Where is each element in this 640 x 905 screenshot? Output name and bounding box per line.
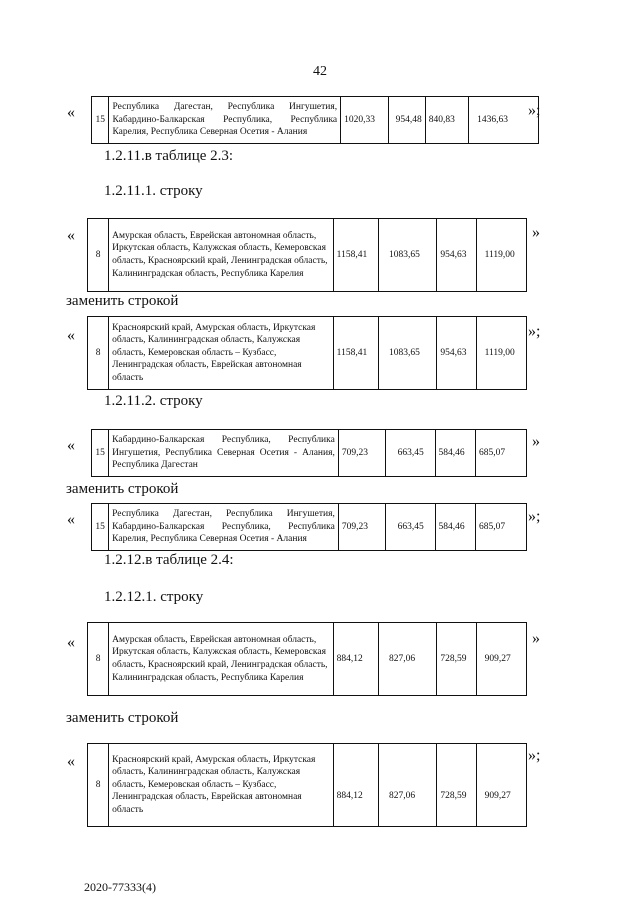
table-row — [91, 503, 527, 551]
open-quote: « — [67, 104, 75, 121]
value-cell: 584,46 — [435, 430, 476, 477]
value-cell: 1158,41 — [333, 317, 378, 390]
value-cell: 884,12 — [333, 623, 378, 696]
row-number: 15 — [92, 97, 109, 144]
open-quote: « — [67, 634, 75, 651]
region-list: Красноярский край, Амурская область, Иркутская область, Калининградская область, Калужская область, Кемеровская область – Кузбасс, Ленинградская область, Еврейская автономная область — [109, 317, 334, 390]
value-cell: 1158,41 — [333, 219, 378, 292]
region-list: Республика Дагестан, Республика Ингушетия, Кабардино-Балкарская Республика, Республика Карелия, Республика Северная Осетия - Алания — [109, 97, 341, 144]
region-list: Красноярский край, Амурская область, Иркутская область, Калининградская область, Калужская область, Кемеровская область – Кузбасс, Ленинградская область, Еврейская автономная область — [109, 744, 334, 827]
close-quote: » — [532, 433, 540, 450]
region-list: Амурская область, Еврейская автономная область, Иркутская область, Калужская область, Кемеровская область, Красноярский край, Ленинградская область, Калининградская область, Республика Карелия — [109, 623, 334, 696]
value-cell: 1020,33 — [341, 97, 389, 144]
table-row — [91, 429, 527, 477]
document-footer: 2020-77333(4) — [84, 880, 156, 894]
row-number: 8 — [88, 623, 109, 696]
section-heading: 1.2.12.1. строку — [104, 589, 204, 605]
replace-label: заменить строкой — [66, 481, 179, 497]
value-cell: 1083,65 — [378, 219, 436, 292]
section-heading: 1.2.11.1. строку — [104, 183, 203, 199]
row-number: 15 — [92, 504, 109, 551]
value-cell: 1436,63 — [469, 97, 539, 144]
replace-label: заменить строкой — [66, 293, 179, 309]
value-cell: 663,45 — [385, 430, 435, 477]
close-quote: »; — [528, 747, 541, 764]
table-row — [87, 743, 527, 827]
value-cell: 954,63 — [437, 317, 476, 390]
close-quote: » — [532, 630, 540, 647]
value-cell: 827,06 — [378, 623, 436, 696]
open-quote: « — [67, 511, 75, 528]
row-number: 8 — [88, 744, 109, 827]
value-cell: 685,07 — [476, 430, 527, 477]
value-cell: 954,48 — [388, 97, 425, 144]
value-cell: 840,83 — [425, 97, 468, 144]
value-cell: 709,23 — [338, 504, 385, 551]
replace-label: заменить строкой — [66, 710, 179, 726]
section-heading: 1.2.12.в таблице 2.4: — [104, 552, 234, 568]
open-quote: « — [67, 227, 75, 244]
value-cell: 685,07 — [476, 504, 527, 551]
section-heading: 1.2.11.в таблице 2.3: — [104, 148, 234, 164]
value-cell: 728,59 — [437, 623, 476, 696]
value-cell: 584,46 — [435, 504, 476, 551]
value-cell: 1083,65 — [378, 317, 436, 390]
region-list: Кабардино-Балкарская Республика, Республика Ингушетия, Республика Северная Осетия - Алания, Республика Дагестан — [109, 430, 339, 477]
value-cell: 709,23 — [338, 430, 385, 477]
table-row — [87, 218, 527, 292]
close-quote: »; — [528, 508, 541, 525]
value-cell: 1119,00 — [476, 219, 526, 292]
row-number: 15 — [92, 430, 109, 477]
region-list: Республика Дагестан, Республика Ингушетия, Кабардино-Балкарская Республика, Республика Карелия, Республика Северная Осетия - Алания — [109, 504, 339, 551]
row-number: 8 — [88, 317, 109, 390]
row-number: 8 — [88, 219, 109, 292]
close-quote: » — [532, 224, 540, 241]
value-cell: 884,12 — [333, 744, 378, 827]
table-row — [91, 96, 539, 144]
value-cell: 909,27 — [476, 744, 526, 827]
open-quote: « — [67, 753, 75, 770]
table-row — [87, 622, 527, 696]
page-number: 42 — [313, 64, 327, 79]
table-row — [87, 316, 527, 390]
section-heading: 1.2.11.2. строку — [104, 393, 203, 409]
value-cell: 909,27 — [476, 623, 526, 696]
close-quote: »; — [528, 323, 541, 340]
region-list: Амурская область, Еврейская автономная область, Иркутская область, Калужская область, Кемеровская область, Красноярский край, Ленинградская область, Калининградская область, Республика Карелия — [109, 219, 334, 292]
value-cell: 728,59 — [437, 744, 476, 827]
open-quote: « — [67, 327, 75, 344]
value-cell: 1119,00 — [476, 317, 526, 390]
value-cell: 827,06 — [378, 744, 436, 827]
open-quote: « — [67, 437, 75, 454]
close-quote: »; — [528, 102, 541, 119]
value-cell: 663,45 — [385, 504, 435, 551]
value-cell: 954,63 — [437, 219, 476, 292]
